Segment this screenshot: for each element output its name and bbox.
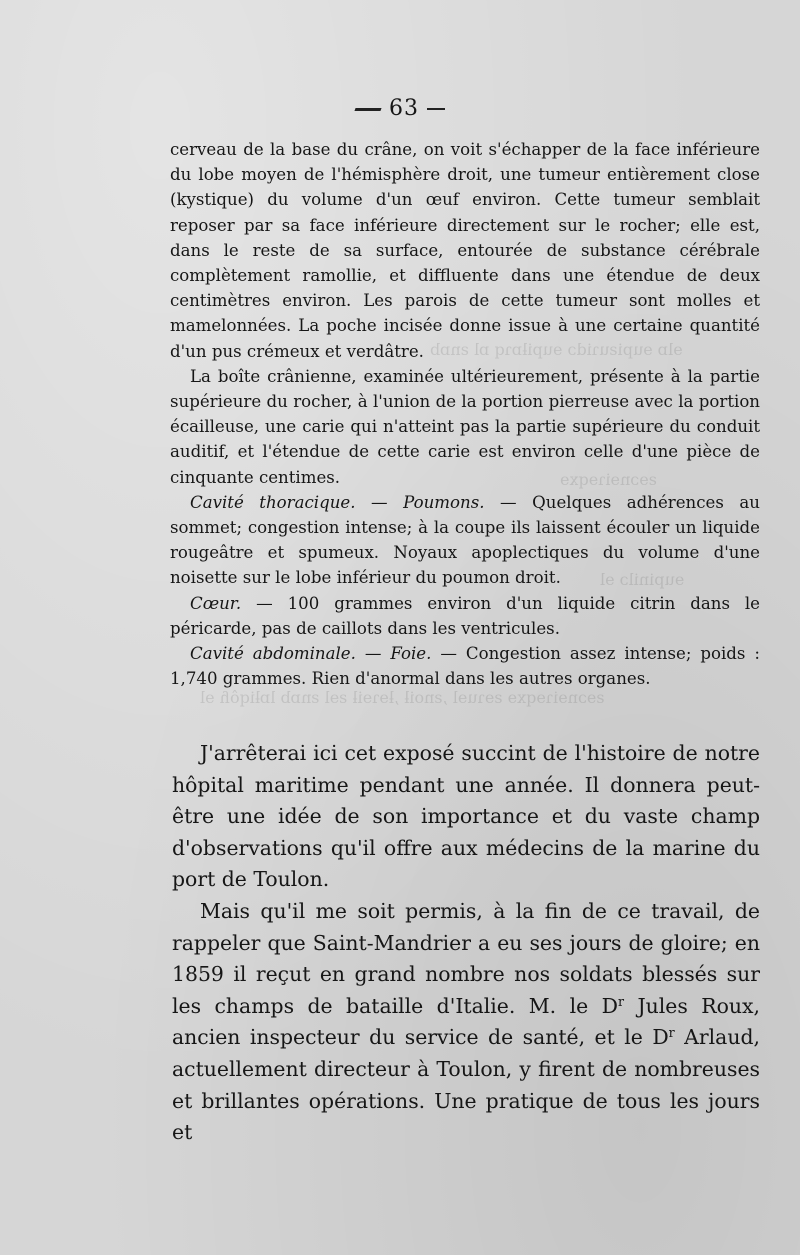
heart-text: — 100 grammes environ d'un liquide citrin dans le péricarde, pas de caillots dans les ventricules. <box>170 593 760 638</box>
thorax-heading: Cavité thoracique. — Poumons. <box>190 492 485 512</box>
abdomen-heading: Cavité abdominale. — Foie. <box>190 644 432 664</box>
conclusion-text-part-3: Arlaud, actuellement directeur à Toulon, y firent de nombreuses et brillantes opérations. Une pratique de tous les jours et <box>172 1025 760 1145</box>
conclusion-text-part-2: Jules Roux, ancien inspecteur du service de santé, et le D <box>172 993 760 1050</box>
show-through-texture: ɘlɒ ɘupiƨuɿidɔ ɘupiƚɒɿq ɒl ƨnɒb <box>430 340 683 359</box>
autopsy-thorax-paragraph <box>170 490 760 591</box>
conclusion-text-part-1: Mais qu'il me soit permis, à la fin de ce travail, de rappeler que Saint-Mandrier a eu ses jours de gloire; en 1859 il reçut en grand nombre nos soldats blessés sur les champs de bataille d'Italie. M. le D <box>172 898 760 1018</box>
show-through-texture: ƨɘɔnɘiɿɘqxɘ <box>560 470 657 489</box>
page-number-value: 63 <box>389 96 419 121</box>
doctor-abbrev-superscript-1: r <box>617 993 625 1009</box>
autopsy-report <box>170 137 760 691</box>
page-number <box>0 96 800 121</box>
doctor-abbrev-superscript-2: r <box>668 1025 675 1041</box>
show-through-texture: ɘupinilɔ ɘl <box>600 570 685 589</box>
heart-heading: Cœur. <box>190 593 242 613</box>
autopsy-skull-paragraph: La boîte crânienne, examinée ultérieurement, présente à la partie supérieure du rocher, à l'union de la portion pierreuse avec la portion écailleuse, une carie qui n'atteint pas la partie supérieure du conduit auditif, et l'étendue de cette carie est environ celle d'une pièce de cinquante centimes. <box>170 366 760 487</box>
page-number-dash-left <box>354 108 381 111</box>
conclusion-text <box>172 738 760 1149</box>
thorax-text: — Quelques adhérences au sommet; congestion intense; à la coupe ils laissent écouler un liquide rougeâtre et spumeux. Noyaux apoplectiques du volume d'une noisette sur le lobe inférieur du poumon droit. <box>170 492 760 588</box>
conclusion-paragraph-1: J'arrêterai ici cet exposé succint de l'histoire de notre hôpital maritime pendant une année. Il donnera peut-être une idée de son importance et du vaste champ d'observations qu'il offre aux médecins de la marine du port de Toulon. <box>172 741 760 892</box>
autopsy-abdomen-paragraph <box>170 641 760 691</box>
show-through-texture: ƨɘɔnɘiɿɘqxɘ ƨɘɿuɘl ,ƨnoiƚ ,ƚɘɿɘiƚ ƨɘl ƨnɒb lɒƚiqôɦ ɘl <box>200 688 605 707</box>
abdomen-text: — Congestion assez intense; poids : 1,740 grammes. Rien d'anormal dans les autres organes. <box>170 644 760 689</box>
page-number-dash-right <box>427 108 445 110</box>
autopsy-brain-paragraph: cerveau de la base du crâne, on voit s'échapper de la face inférieure du lobe moyen de l'hémisphère droit, une tumeur entièrement close (kystique) du volume d'un œuf environ. Cette tumeur semblait reposer par sa face inférieure directement sur le rocher; elle est, dans le reste de sa surface, entourée de substance cérébrale complètement ramollie, et diffluente dans une étendue de deux centimètres environ. Les parois de cette tumeur sont molles et mamelonnées. La poche incisée donne issue à une certaine quantité d'un pus crémeux et verdâtre. <box>170 140 760 361</box>
conclusion-paragraph-2 <box>172 896 760 1149</box>
autopsy-heart-paragraph <box>170 591 760 641</box>
